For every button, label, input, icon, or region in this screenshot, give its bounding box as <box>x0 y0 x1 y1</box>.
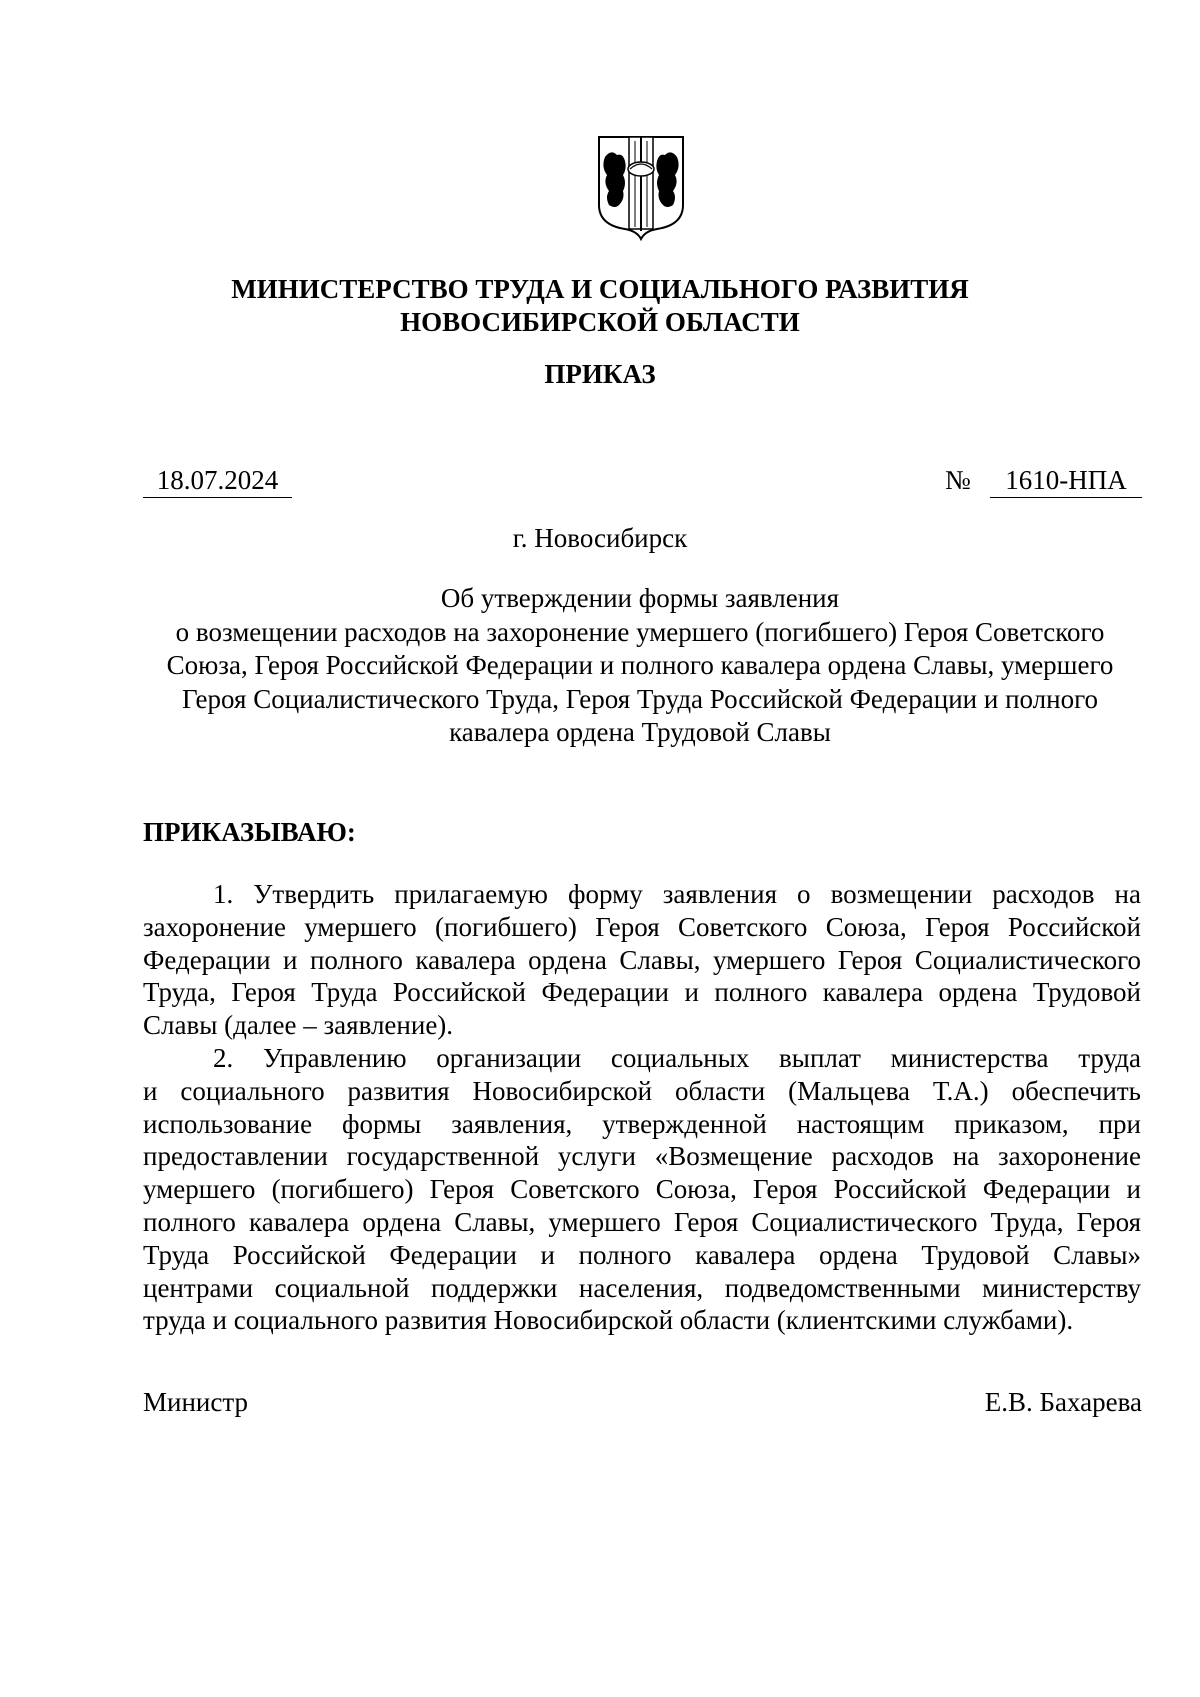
paragraph-line: использование формы заявления, утвержденной настоящим приказом, при <box>143 1108 1141 1139</box>
order-word: ПРИКАЗЫВАЮ: <box>143 817 356 847</box>
signatory-title: Министр <box>143 1387 248 1417</box>
subject-line: кавалера ордена Трудовой Славы <box>449 717 831 747</box>
paragraph-line: полного кавалера ордена Славы, умершего Героя Социалистического Труда, Героя <box>143 1206 1141 1237</box>
number-sign: № <box>945 465 971 495</box>
paragraph-line: 1. Утвердить прилагаемую форму заявления о возмещении расходов на <box>213 879 1141 909</box>
paragraph-line: предоставлении государственной услуги «Возмещение расходов на захоронение <box>143 1141 1141 1172</box>
document-type: ПРИКАЗ <box>544 359 656 389</box>
signatory-name: Е.В. Бахарева <box>984 1387 1142 1417</box>
organization-name-line-2: НОВОСИБИРСКОЙ ОБЛАСТИ <box>400 307 800 337</box>
paragraph-line: Труда Российской Федерации и полного кавалера ордена Трудовой Славы» <box>143 1239 1141 1270</box>
paragraph-line: умершего (погибшего) Героя Советского Союза, Героя Российской Федерации и <box>143 1174 1141 1205</box>
paragraph-line: центрами социальной поддержки населения, подведомственными министерству <box>143 1272 1141 1303</box>
paragraph-line: Труда, Героя Труда Российской Федерации и полного кавалера ордена Трудовой <box>143 977 1141 1008</box>
paragraph-line: Федерации и полного кавалера ордена Славы, умершего Героя Социалистического <box>143 944 1141 975</box>
paragraph-line: Славы (далее – заявление). <box>143 1010 454 1041</box>
subject-line: Союза, Героя Российской Федерации и полного кавалера ордена Славы, умершего <box>166 650 1114 680</box>
organization-name-line-1: МИНИСТЕРСТВО ТРУДА И СОЦИАЛЬНОГО РАЗВИТИЯ <box>231 274 969 304</box>
subject-line: Героя Социалистического Труда, Героя Труда Российской Федерации и полного <box>182 683 1098 714</box>
paragraph-line: 2. Управлению организации социальных выплат министерства труда <box>213 1043 1141 1073</box>
document-date: 18.07.2024 <box>143 463 292 498</box>
paragraph-line: захоронение умершего (погибшего) Героя Советского Союза, Героя Российской <box>143 911 1141 942</box>
subject-line: о возмещении расходов на захоронение умершего (погибшего) Героя Советского <box>175 616 1105 647</box>
paragraph-1 <box>143 878 1141 1042</box>
paragraph-line: труда и социального развития Новосибирской области (клиентскими службами). <box>143 1305 1074 1336</box>
coat-of-arms-icon <box>597 135 685 241</box>
document-number: 1610-НПА <box>990 463 1142 498</box>
paragraph-line: и социального развития Новосибирской области (Мальцева Т.А.) обеспечить <box>143 1075 1141 1106</box>
subject-line: Об утверждении формы заявления <box>440 583 840 613</box>
paragraph-2 <box>143 1042 1141 1337</box>
document-subject <box>140 582 1140 750</box>
city: г. Новосибирск <box>512 523 688 553</box>
